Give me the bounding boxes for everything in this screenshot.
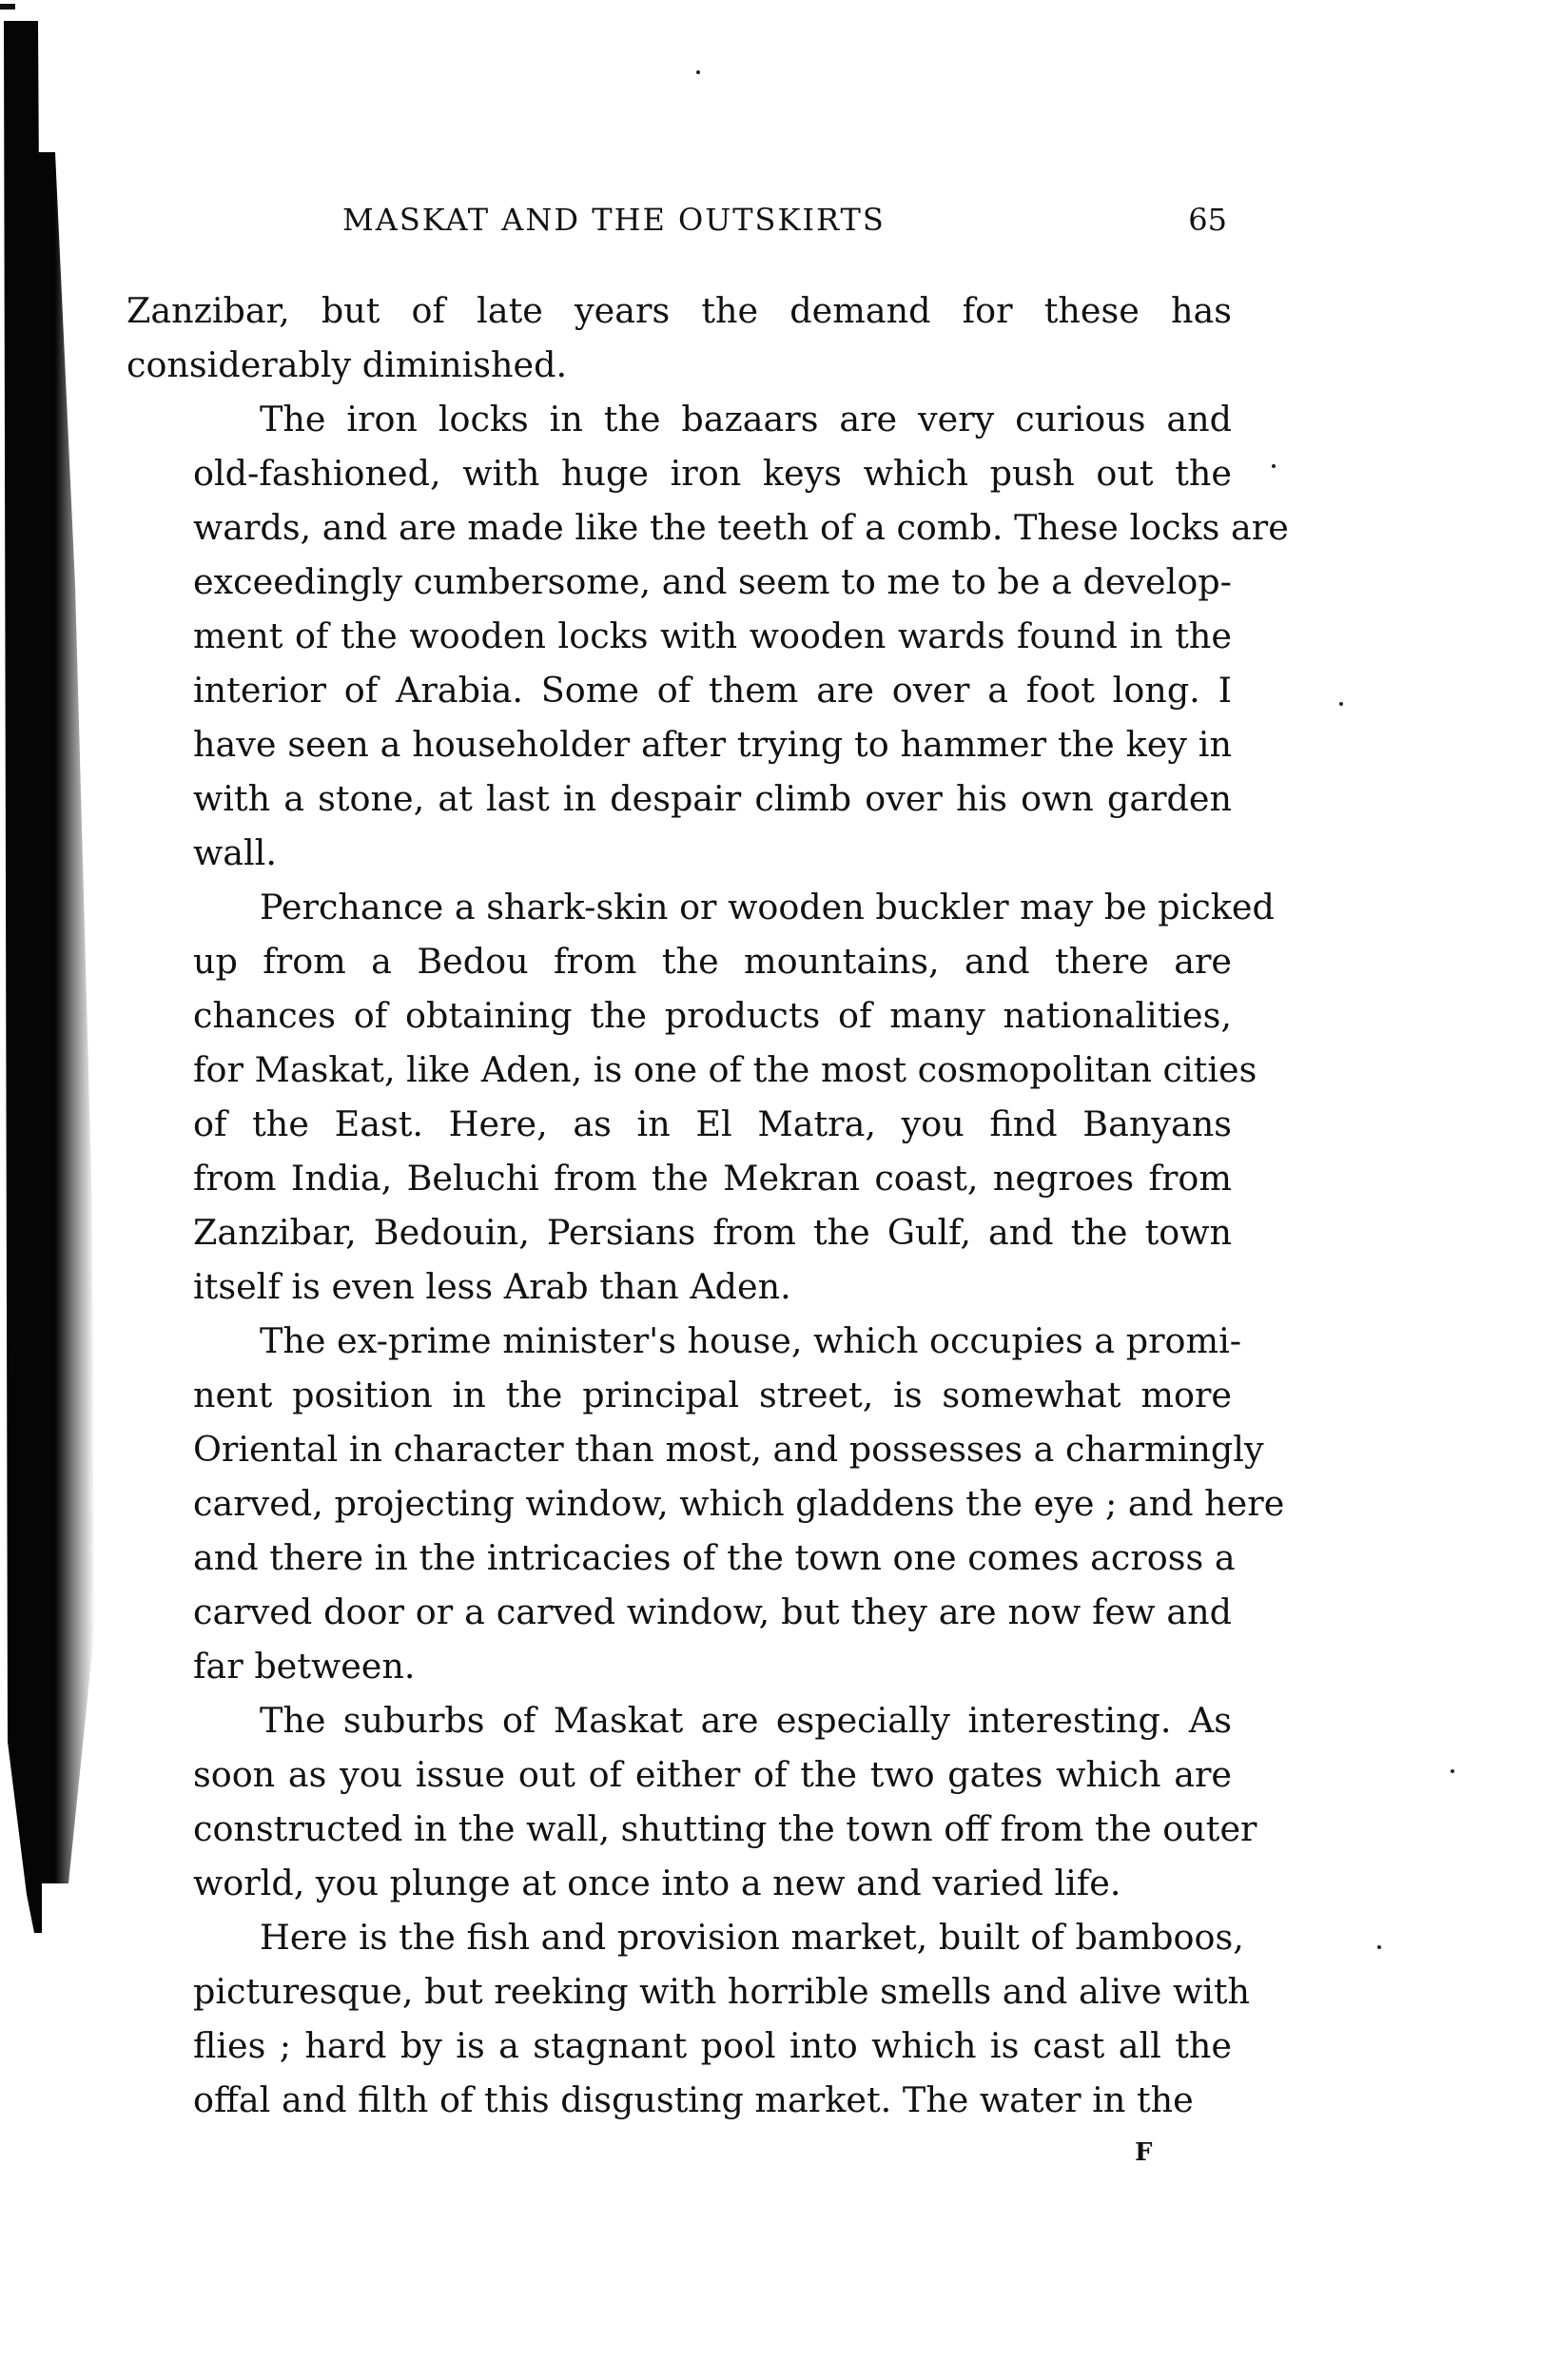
paragraph xyxy=(127,1314,1285,1693)
paragraph xyxy=(127,283,1232,392)
text-line: interior of Arabia. Some of them are over a foot long. I xyxy=(193,670,1232,711)
scan-speck xyxy=(1272,464,1276,468)
text-line: considerably diminished. xyxy=(127,344,568,385)
text-line: exceedingly cumbersome, and seem to me to be a develop- xyxy=(193,561,1232,602)
text-line: Here is the fish and provision market, built of bamboos, xyxy=(260,1917,1244,1958)
text-line: flies ; hard by is a stagnant pool into which is cast all the xyxy=(193,2025,1232,2066)
text-line: carved door or a carved window, but they are now few and xyxy=(193,1591,1232,1632)
paragraph xyxy=(127,880,1275,1314)
signature-mark: F xyxy=(1135,2138,1153,2167)
paragraph xyxy=(127,1910,1251,2127)
scan-speck xyxy=(1377,1945,1381,1949)
body-text xyxy=(127,283,1289,2127)
text-line: wall. xyxy=(193,832,277,873)
text-line: of the East. Here, as in El Matra, you find Banyans xyxy=(193,1103,1232,1144)
paragraph xyxy=(127,392,1289,880)
text-line: The ex-prime minister's house, which occupies a promi- xyxy=(260,1320,1242,1361)
text-line: Perchance a shark-skin or wooden buckler may be picked xyxy=(260,887,1275,927)
text-line: carved, projecting window, which gladdens the eye ; and here xyxy=(193,1483,1285,1524)
text-line: old-fashioned, with huge iron keys which push out the xyxy=(193,453,1232,494)
text-line: wards, and are made like the teeth of a comb. These locks are xyxy=(193,507,1289,548)
running-head-title: MASKAT AND THE OUTSKIRTS xyxy=(342,202,886,238)
text-line: picturesque, but reeking with horrible smells and alive with xyxy=(193,1971,1251,2012)
text-line: up from a Bedou from the mountains, and there are xyxy=(193,941,1232,982)
text-line: nent position in the principal street, is somewhat more xyxy=(193,1375,1232,1415)
text-line: Oriental in character than most, and possesses a charmingly xyxy=(193,1429,1264,1470)
text-line: Zanzibar, but of late years the demand for these has xyxy=(127,290,1232,331)
text-line: and there in the intricacies of the town one comes across a xyxy=(193,1537,1236,1578)
text-line: have seen a householder after trying to hammer the key in xyxy=(193,724,1232,765)
text-line: from India, Beluchi from the Mekran coast, negroes from xyxy=(193,1158,1232,1199)
text-line: constructed in the wall, shutting the town off from the outer xyxy=(193,1808,1257,1849)
text-line: The suburbs of Maskat are especially interesting. As xyxy=(260,1700,1232,1741)
paragraph xyxy=(127,1693,1257,1910)
running-head xyxy=(342,202,1227,249)
text-line: far between. xyxy=(193,1646,416,1687)
scan-speck xyxy=(1451,1769,1454,1773)
scan-speck xyxy=(696,70,700,74)
text-line: ment of the wooden locks with wooden wards found in the xyxy=(193,615,1232,656)
text-line: Zanzibar, Bedouin, Persians from the Gulf, and the town xyxy=(193,1212,1232,1253)
text-line: The iron locks in the bazaars are very curious and xyxy=(260,399,1232,439)
text-line: for Maskat, like Aden, is one of the most cosmopolitan cities xyxy=(193,1049,1257,1090)
text-line: with a stone, at last in despair climb over his own garden xyxy=(193,778,1232,819)
text-line: chances of obtaining the products of many nationalities, xyxy=(193,995,1232,1036)
scan-speck xyxy=(1339,702,1343,706)
text-line: itself is even less Arab than Aden. xyxy=(193,1266,791,1307)
page-number: 65 xyxy=(1188,202,1227,238)
text-line: offal and filth of this disgusting market. The water in the xyxy=(193,2079,1194,2120)
text-line: world, you plunge at once into a new and varied life. xyxy=(193,1863,1121,1903)
text-line: soon as you issue out of either of the two gates which are xyxy=(193,1754,1232,1795)
